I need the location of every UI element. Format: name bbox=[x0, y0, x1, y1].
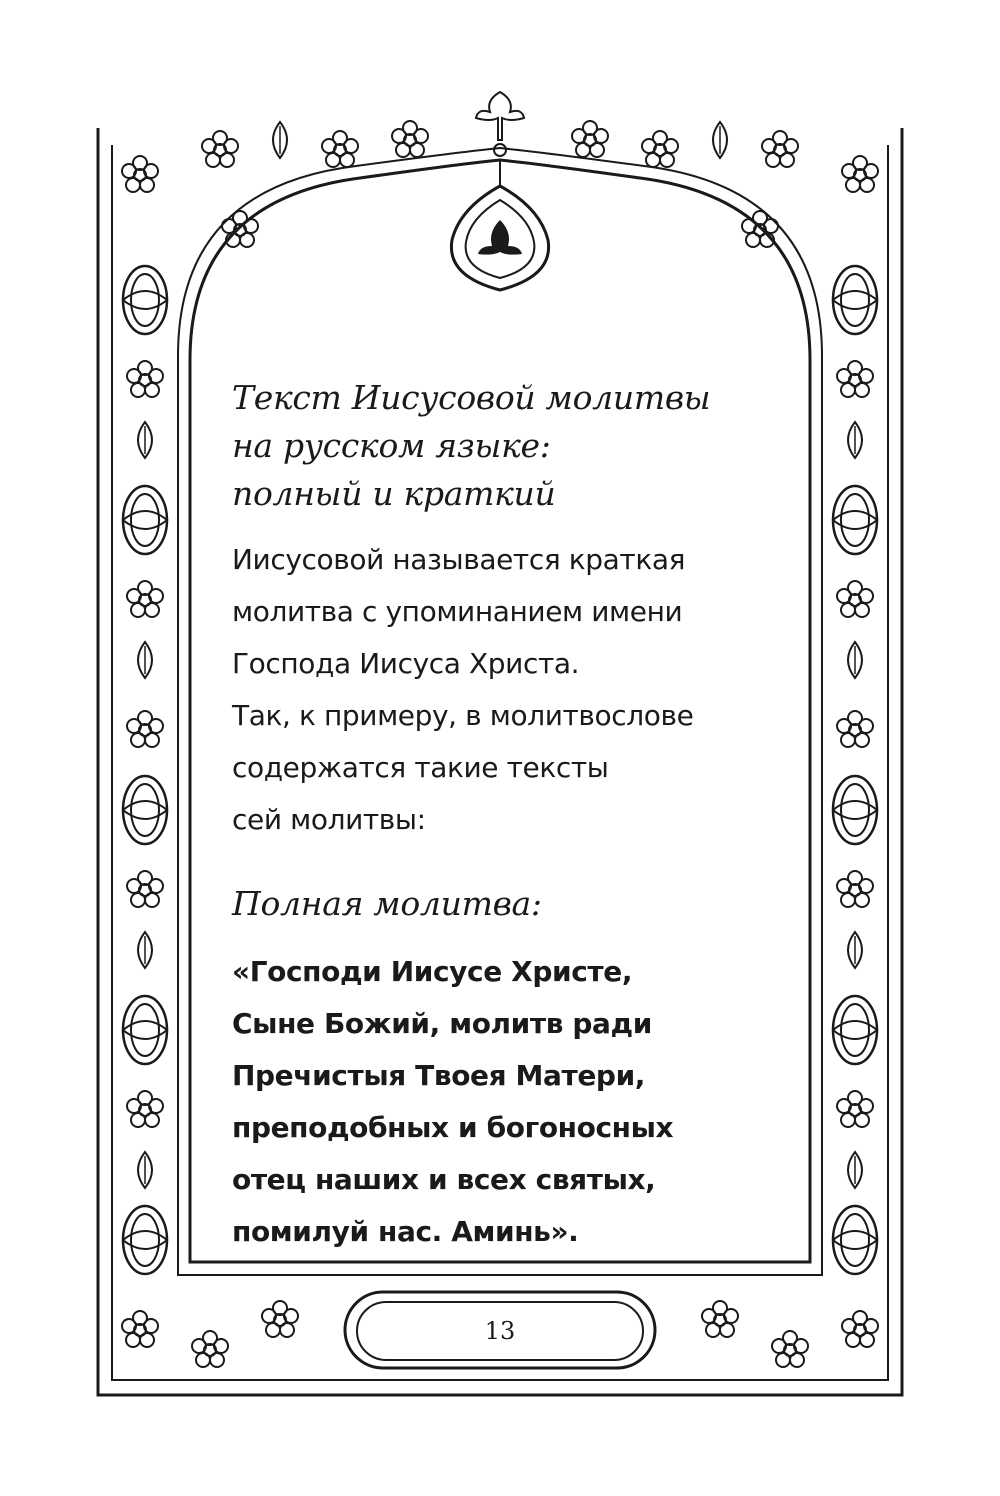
text-line: молитва с упоминанием имени bbox=[232, 595, 683, 628]
text-block bbox=[232, 374, 792, 1258]
title-line: Текст Иисусовой молитвы bbox=[232, 378, 711, 417]
prayer-line: Пречистыя Твоея Матери, bbox=[232, 1059, 646, 1092]
text-line: Иисусовой называется краткая bbox=[232, 543, 686, 576]
text-line: сей молитвы: bbox=[232, 803, 426, 836]
page-title bbox=[232, 374, 792, 518]
prayer-line: преподобных и богоносных bbox=[232, 1111, 674, 1144]
section-heading: Полная молитва: bbox=[232, 884, 542, 923]
prayer-line: «Господи Иисусе Христе, bbox=[232, 955, 633, 988]
text-line: Господа Иисуса Христа. bbox=[232, 647, 580, 680]
prayer-line: Сыне Божий, молитв ради bbox=[232, 1007, 652, 1040]
prayer-line: помилуй нас. Аминь». bbox=[232, 1215, 579, 1248]
intro-paragraph bbox=[232, 534, 792, 846]
title-line: на русском языке: bbox=[232, 426, 551, 465]
text-line: Так, к примеру, в молитвослове bbox=[232, 699, 694, 732]
text-line: содержатся такие тексты bbox=[232, 751, 609, 784]
prayer-line: отец наших и всех святых, bbox=[232, 1163, 656, 1196]
page-number: 13 bbox=[484, 1317, 516, 1345]
title-line: полный и краткий bbox=[232, 474, 556, 513]
prayer-text bbox=[232, 946, 792, 1258]
